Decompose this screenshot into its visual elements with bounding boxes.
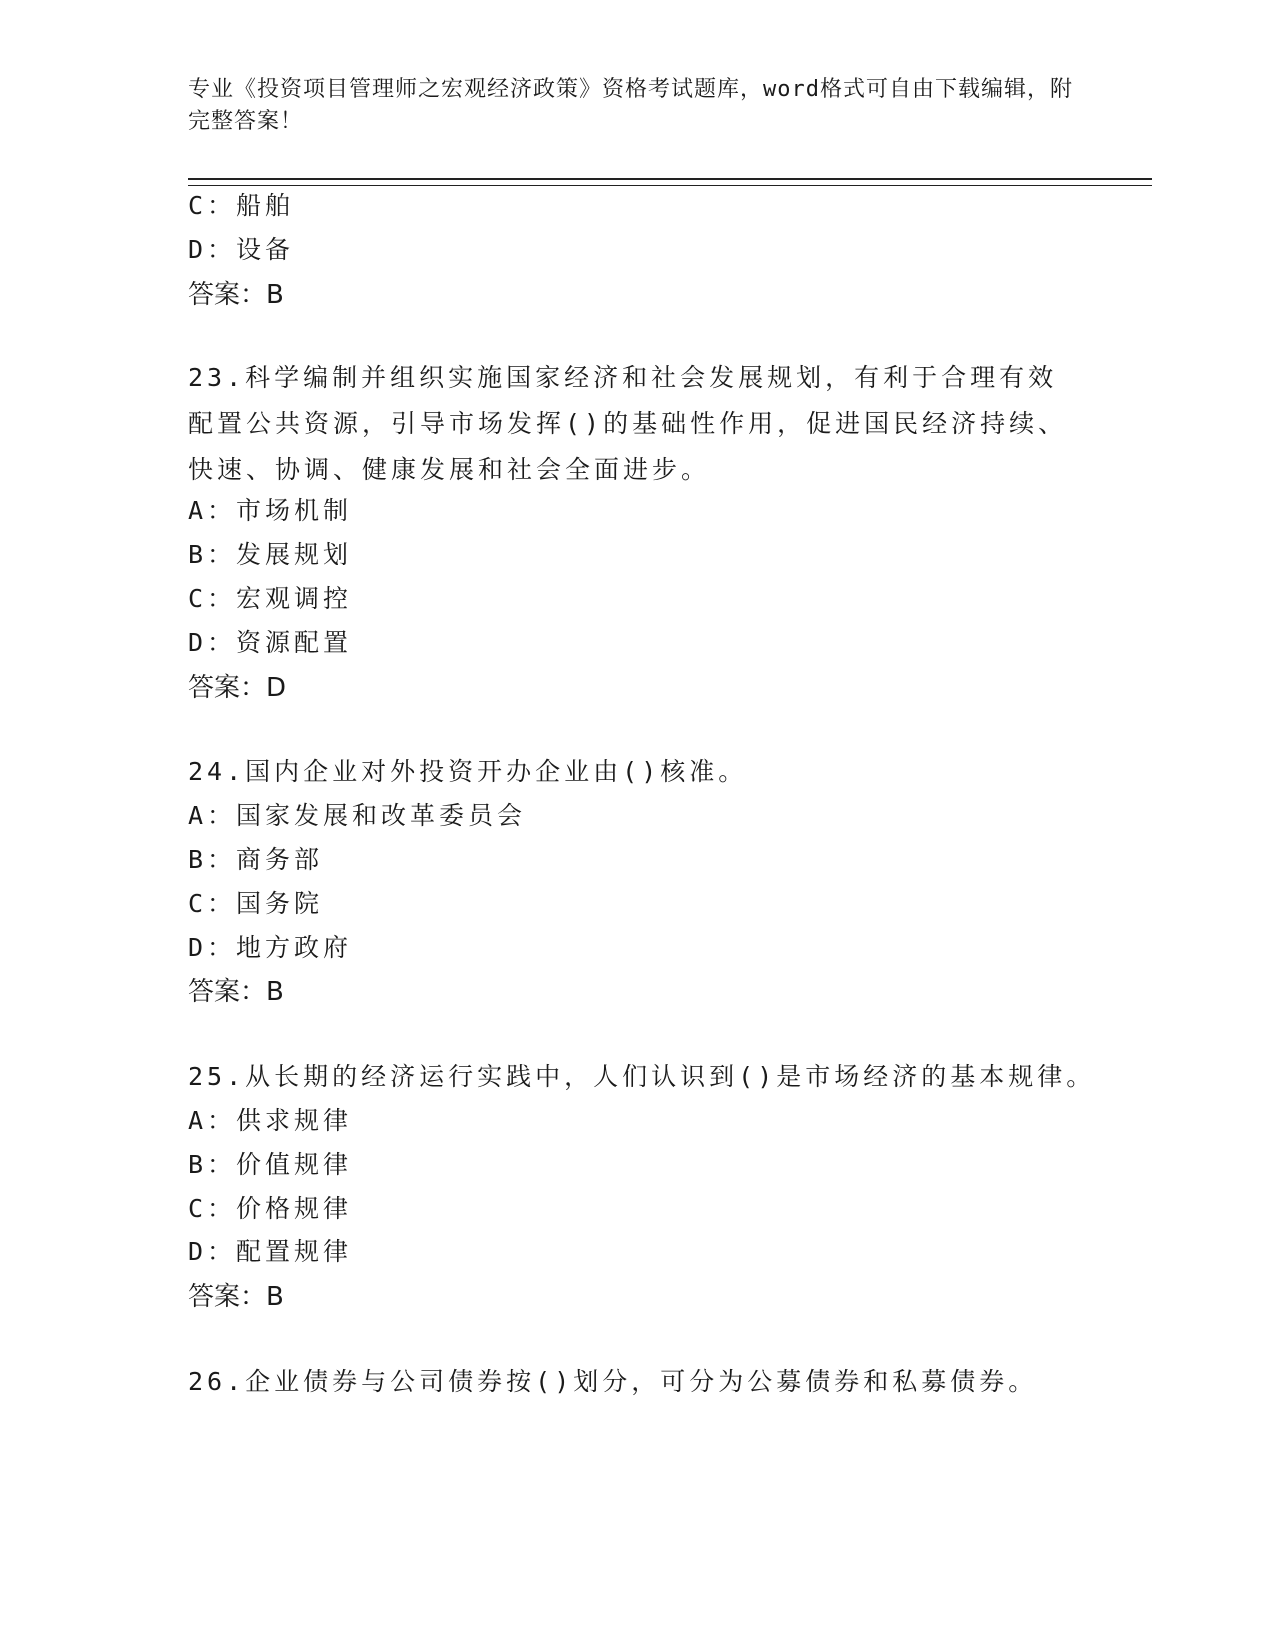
question-24-answer: 答案：B <box>188 977 284 1007</box>
question-25-answer: 答案：B <box>188 1282 284 1312</box>
question-23-option-d: D：资源配置 <box>188 628 353 657</box>
question-23-option-a: A：市场机制 <box>188 496 353 525</box>
question-24-stem: 24.国内企业对外投资开办企业由()核准。 <box>188 757 748 786</box>
document-header: 专业《投资项目管理师之宏观经济政策》资格考试题库，word格式可自由下载编辑，附完整答案！ <box>188 77 1073 134</box>
question-24-option-c: C：国务院 <box>188 889 324 918</box>
question-23-option-b: B：发展规划 <box>188 540 353 569</box>
option-c: C：船舶 <box>188 191 295 220</box>
answer: 答案：B <box>188 280 284 310</box>
question-23-answer: 答案：D <box>188 673 287 703</box>
question-24-option-a: A：国家发展和改革委员会 <box>188 801 527 830</box>
question-25-option-a: A：供求规律 <box>188 1106 353 1135</box>
question-24-option-b: B：商务部 <box>188 845 324 874</box>
question-25-option-d: D：配置规律 <box>188 1237 353 1266</box>
question-23-option-c: C：宏观调控 <box>188 584 353 613</box>
header-divider <box>188 178 1152 186</box>
question-23-stem: 23.科学编制并组织实施国家经济和社会发展规划，有利于合理有效配置公共资源，引导市场发挥()的基础性作用，促进国民经济持续、快速、协调、健康发展和社会全面进步。 <box>188 363 1068 484</box>
question-25-option-c: C：价格规律 <box>188 1194 353 1223</box>
question-26-stem: 26.企业债券与公司债券按()划分，可分为公募债券和私募债券。 <box>188 1367 1038 1396</box>
question-24-option-d: D：地方政府 <box>188 933 353 962</box>
question-25-option-b: B：价值规律 <box>188 1150 353 1179</box>
question-25-stem: 25.从长期的经济运行实践中，人们认识到()是市场经济的基本规律。 <box>188 1062 1096 1091</box>
option-d: D：设备 <box>188 235 295 264</box>
